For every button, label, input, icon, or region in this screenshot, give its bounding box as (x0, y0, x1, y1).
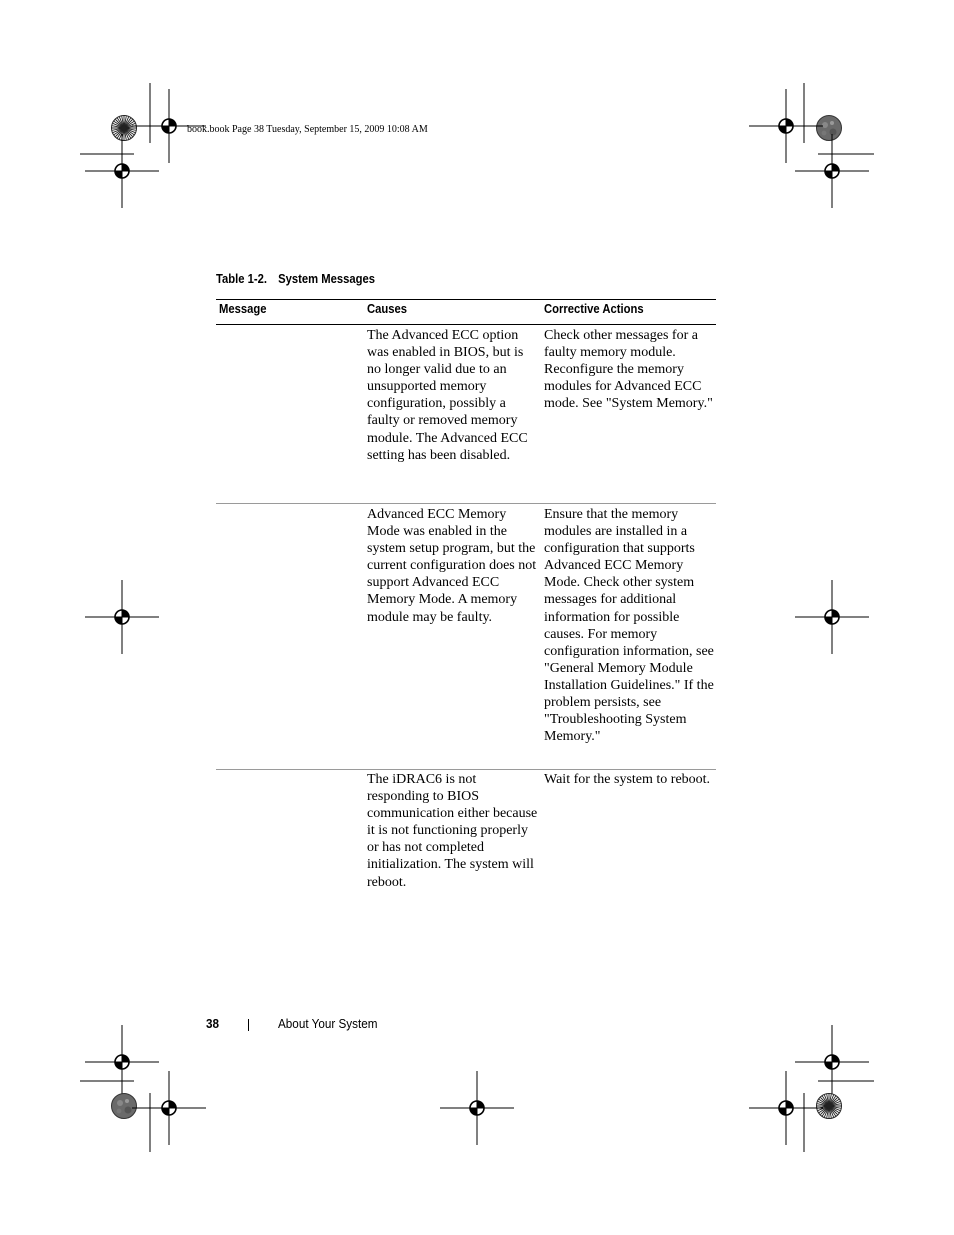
table-header-rule (216, 324, 716, 325)
table-row-1-causes: The Advanced ECC option was enabled in BIOS, but is no longer valid due to an unsupported memory configuration, possibly a faulty or removed memory module. The Advanced ECC setting has been disabled. (367, 328, 528, 463)
header-message: Message (219, 302, 267, 316)
table-row-divider (216, 769, 716, 770)
table-row-2-causes: Advanced ECC Memory Mode was enabled in the system setup program, but the current configuration does not support Advanced ECC Memory Mode. A memory module may be faulty. (367, 507, 537, 625)
table-row-3-actions: Wait for the system to reboot. (544, 772, 711, 787)
footer-section-title: About Your System (278, 1016, 378, 1031)
footer-separator (248, 1019, 249, 1031)
table-caption (216, 272, 375, 286)
table-title: System Messages (278, 272, 376, 286)
page-number: 38 (206, 1016, 220, 1031)
print-slug: book.book Page 38 Tuesday, September 15, 2009 10:08 AM (187, 124, 428, 135)
header-corrective-actions: Corrective Actions (544, 302, 644, 316)
table-top-rule (216, 299, 716, 300)
table-row-2-actions: Ensure that the memory modules are installed in a configuration that supports Advanced ECC Memory Mode. Check other system messages for additional information for possible causes. For memory configuration information, see "General Memory Module Installation Guidelines." If the problem persists, see "Troubleshooting System Memory." (544, 507, 714, 745)
table-row-1-actions: Check other messages for a faulty memory module. Reconfigure the memory modules for Advanced ECC mode. See "System Memory." (544, 328, 713, 412)
table-row-3-causes: The iDRAC6 is not responding to BIOS communication either because it is not functioning properly or has not completed initialization. The system will reboot. (367, 772, 538, 890)
header-causes: Causes (367, 302, 408, 316)
table-row-divider (216, 503, 716, 504)
table-number: Table 1-2. (216, 272, 268, 286)
